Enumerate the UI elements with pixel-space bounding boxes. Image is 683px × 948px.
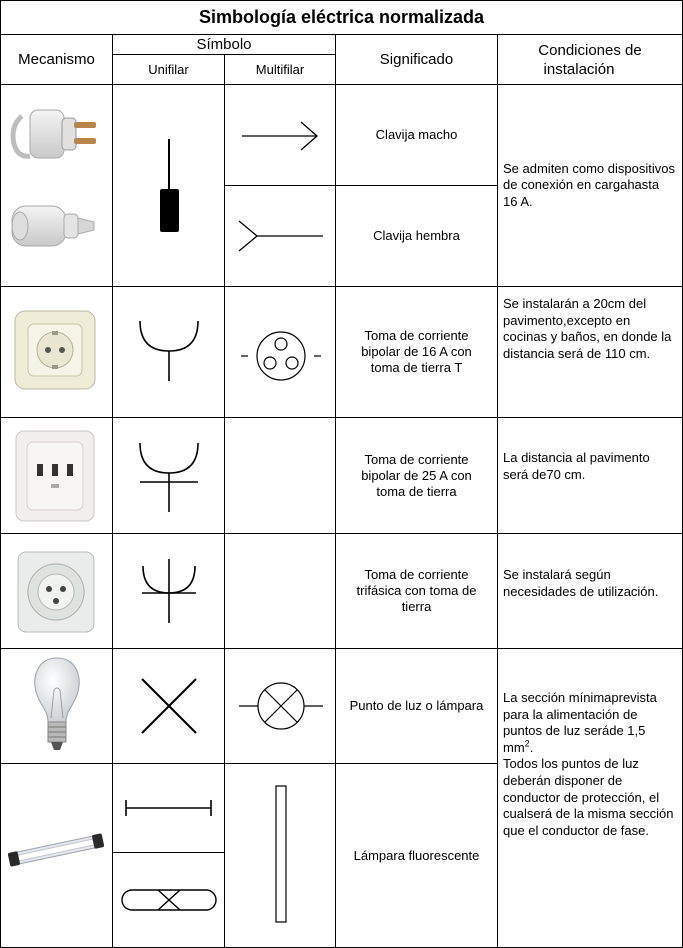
fluorescent-unifilar-symbol — [113, 764, 224, 852]
male-plug-arrow-symbol — [225, 85, 335, 185]
condiciones-clavija-text: Se admiten como dispositivos de conexión en cargahasta 16 A. — [503, 160, 675, 209]
condiciones-toma-25a: La distancia al pavimento será de70 cm. — [503, 450, 650, 482]
table-title: Simbología eléctrica normalizada — [198, 6, 485, 27]
fluorescent-tube-unifilar-symbol — [113, 853, 224, 947]
header-simbolo: Símbolo — [196, 36, 252, 53]
three-pin-socket-photo-icon — [15, 430, 95, 522]
header-mecanismo: Mecanismo — [18, 51, 95, 68]
significado-toma-25a: Toma de corriente bipolar de 25 A con toma de tierra — [361, 451, 472, 499]
superscript-2: 2 — [524, 738, 530, 749]
significado-lampara-fluorescente: Lámpara fluorescente — [353, 847, 480, 863]
female-socket-fork-symbol — [225, 186, 335, 286]
light-bulb-photo-icon — [32, 656, 82, 756]
socket-25a-unifilar-symbol — [113, 418, 224, 533]
plug-and-socket-photo-icon — [8, 104, 104, 264]
socket-trifasica-unifilar-symbol — [113, 534, 224, 648]
significado-punto-de-luz: Punto de luz o lámpara — [349, 698, 484, 713]
header-unifilar: Unifilar — [148, 61, 189, 77]
lamp-cross-unifilar-symbol — [113, 649, 224, 763]
condiciones-seccion-text: La sección mínimaprevista para la alimentación de puntos de luz seráde 1,5 mm — [503, 690, 657, 755]
significado-clavija-macho: Clavija macho — [375, 127, 458, 142]
condiciones-toma-trifasica: Se instalará según necesidades de utilización. — [503, 567, 659, 599]
condiciones-toma-16a: Se instalarán a 20cm del pavimento,excepto en cocinas y baños, en donde la distancia será de 110 cm. — [503, 296, 672, 361]
condiciones-punto-de-luz: La sección mínimaprevista para la alimentación de puntos de luz seráde 1,5 $mm^2$. Todos los puntos de luz deberán disponer de conductor de protección, el cualserá de la misma sección que el conductor de fase. — [503, 690, 674, 838]
header-condiciones-line1: Condiciones de — [538, 41, 642, 59]
header-multifilar: Multifilar — [255, 61, 305, 77]
condiciones-clavija — [498, 85, 682, 286]
lamp-circle-multifilar-symbol — [225, 649, 335, 763]
header-condiciones-line2: instalación — [543, 60, 615, 78]
schuko-socket-photo-icon — [14, 310, 96, 390]
significado-toma-trifasica: Toma de corriente trifásica con toma de tierra — [356, 567, 477, 614]
condiciones-proteccion-text: Todos los puntos de luz deberán disponer de conductor de protección, el cualserá de la misma sección que el conductor de fase. — [503, 756, 674, 838]
header-condiciones — [498, 35, 682, 84]
fluorescent-multifilar-symbol — [225, 764, 335, 948]
header-significado: Significado — [379, 51, 454, 68]
significado-toma-16a: Toma de corriente bipolar de 16 A con toma de tierra T — [361, 328, 472, 375]
socket-16a-multifilar-symbol — [225, 287, 335, 417]
plug-unifilar-symbol — [113, 85, 224, 286]
round-socket-photo-icon — [17, 551, 95, 633]
socket-16a-unifilar-symbol — [113, 287, 224, 417]
significado-clavija-hembra: Clavija hembra — [373, 228, 460, 243]
fluorescent-lamp-photo-icon — [6, 830, 106, 870]
